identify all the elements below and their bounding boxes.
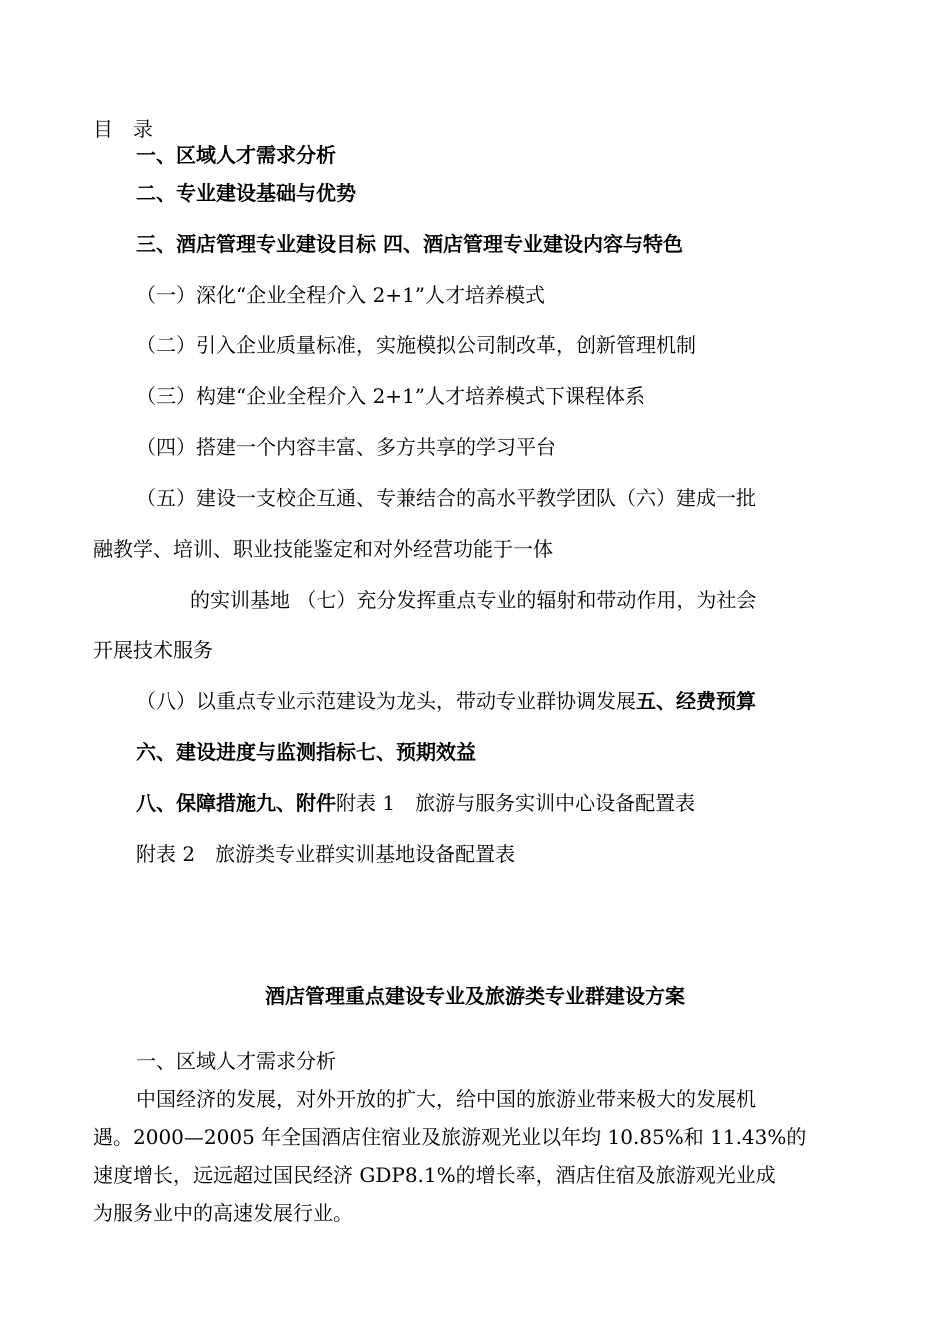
toc-item: （一）深化“企业全程介入 2+1”人才培养模式 bbox=[136, 283, 546, 307]
toc-item: （三）构建“企业全程介入 2+1”人才培养模式下课程体系 bbox=[136, 384, 646, 408]
toc-item-text: （八）以重点专业示范建设为龙头，带动专业群协调发展 bbox=[136, 689, 636, 713]
toc-item bbox=[136, 688, 756, 714]
toc-item: （五）建设一支校企互通、专兼结合的高水平教学团队（六）建成一批 bbox=[136, 486, 756, 510]
document-title: 酒店管理重点建设专业及旅游类专业群建设方案 bbox=[265, 984, 685, 1008]
toc-item-heading: 五、经费预算 bbox=[636, 689, 756, 713]
toc-item: 一、区域人才需求分析 bbox=[136, 143, 336, 167]
toc-item: 开展技术服务 bbox=[93, 638, 213, 662]
toc-item: （四）搭建一个内容丰富、多方共享的学习平台 bbox=[136, 435, 556, 459]
toc-item: 二、专业建设基础与优势 bbox=[136, 181, 356, 205]
toc-item: 六、建设进度与监测指标七、预期效益 bbox=[136, 740, 476, 764]
toc-item: 附表 2 旅游类专业群实训基地设备配置表 bbox=[136, 842, 516, 866]
paragraph-line: 遇。2000—2005 年全国酒店住宿业及旅游观光业以年均 10.85%和 11.43%的 bbox=[93, 1125, 807, 1149]
toc-item bbox=[136, 790, 695, 816]
toc-heading: 目 录 bbox=[93, 117, 153, 141]
toc-item-text: 附表 1 旅游与服务实训中心设备配置表 bbox=[336, 791, 696, 815]
toc-item-heading: 八、保障措施九、附件 bbox=[136, 791, 336, 815]
toc-item: 融教学、培训、职业技能鉴定和对外经营功能于一体 bbox=[93, 537, 553, 561]
toc-item: 三、酒店管理专业建设目标 四、酒店管理专业建设内容与特色 bbox=[136, 232, 683, 256]
paragraph-line: 中国经济的发展，对外开放的扩大，给中国的旅游业带来极大的发展机 bbox=[136, 1087, 756, 1111]
paragraph-line: 为服务业中的高速发展行业。 bbox=[93, 1201, 353, 1225]
section-heading: 一、区域人才需求分析 bbox=[136, 1049, 336, 1073]
paragraph-line: 速度增长，远远超过国民经济 GDP8.1%的增长率，酒店住宿及旅游观光业成 bbox=[93, 1163, 776, 1187]
toc-item: 的实训基地 （七）充分发挥重点专业的辐射和带动作用，为社会 bbox=[190, 588, 757, 612]
toc-item: （二）引入企业质量标准，实施模拟公司制改革，创新管理机制 bbox=[136, 333, 696, 357]
